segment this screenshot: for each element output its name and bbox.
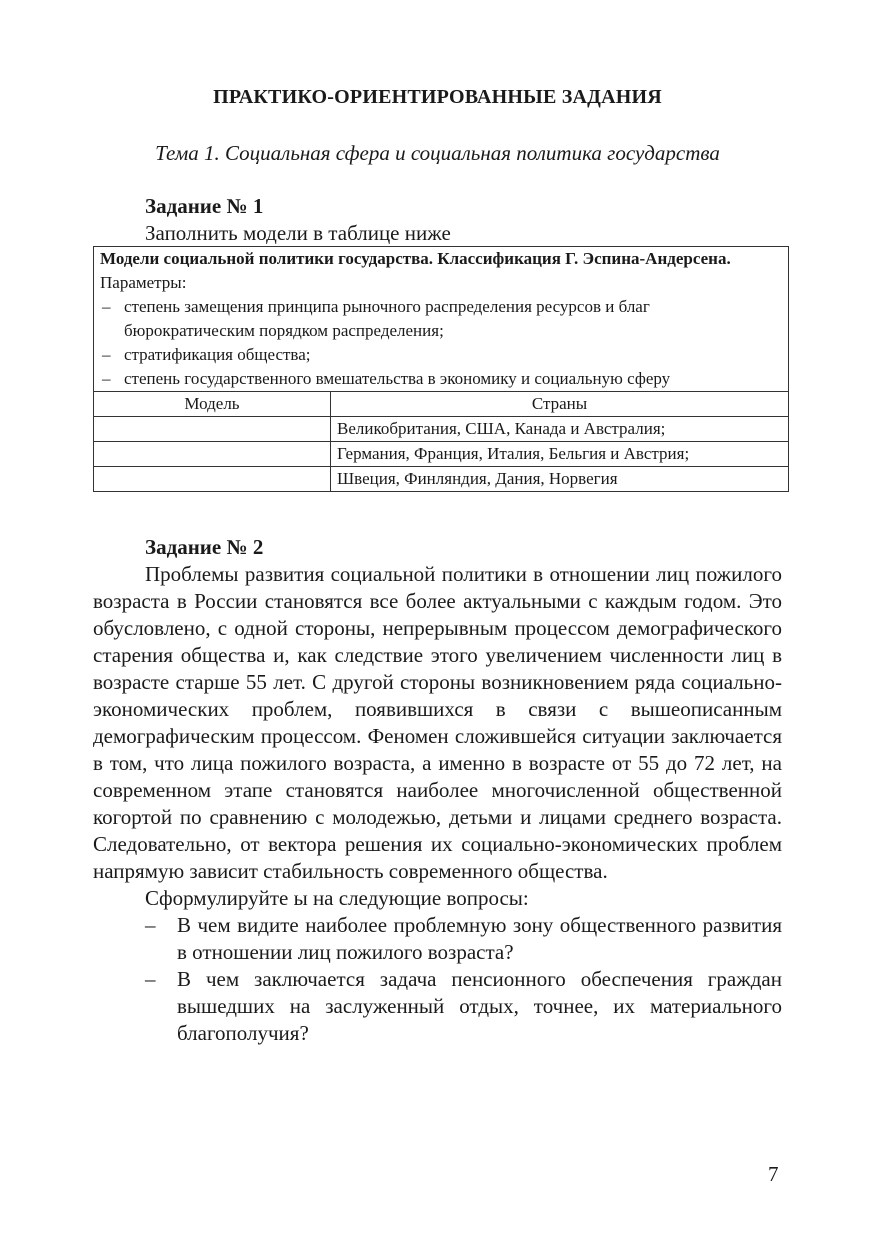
task2-title: Задание № 2 <box>145 535 264 559</box>
section-heading: ПРАКТИКО-ОРИЕНТИРОВАННЫЕ ЗАДАНИЯ <box>213 86 662 108</box>
table-row <box>94 442 789 467</box>
model-cell <box>94 442 331 467</box>
column-header-countries: Страны <box>331 392 789 417</box>
model-cell <box>94 467 331 492</box>
table-row <box>94 467 789 492</box>
model-cell <box>94 417 331 442</box>
params-list <box>100 295 782 391</box>
question-item: – В чем заключается задача пенсионного обеспечения граждан вышедших на заслуженный отдых, точнее, их материального благополучия? <box>93 966 782 1047</box>
param-item: – стратификация общества; <box>100 343 782 367</box>
params-heading <box>100 247 782 295</box>
question-item: – В чем видите наиболее проблемную зону общественного развития в отношении лиц пожилого возраста? <box>93 912 782 966</box>
params-cell <box>94 247 789 392</box>
task2-prompt: Сформулируйте ы на следующие вопросы: <box>145 886 529 910</box>
task2-paragraph: Проблемы развития социальной политики в отношении лиц пожилого возраста в России становятся все более актуальными с каждым годом. Это обусловлено, с одной стороны, непрерывным процессом демографического старения общества и, как следствие этого увеличением численности лиц в возрасте старше 55 лет. С другой стороны возникновением ряда социально-экономических проблем, появившихся в связи с вышеописанным демографическим процессом. Феномен сложившейся ситуации заключается в том, что лица пожилого возраста, а именно в возрасте от 55 до 72 лет, на современном этапе становятся наиболее многочисленной общественной когортой по сравнению с молодежью, детьми и лицами среднего возраста. Следовательно, от вектора решения их социально-экономических проблем напрямую зависит стабильность современного общества. <box>93 562 782 883</box>
params-heading-bold: Модели социальной политики государства. Классификация Г. Эспина-Андерсена. <box>100 249 731 268</box>
countries-cell: Германия, Франция, Италия, Бельгия и Австрия; <box>331 442 789 467</box>
table-column-header-row <box>94 392 789 417</box>
param-item: – степень государственного вмешательства в экономику и социальную сферу <box>100 367 782 391</box>
table-header-row <box>94 247 789 392</box>
theme-title: Тема 1. Социальная сфера и социальная политика государства <box>155 141 720 165</box>
column-header-model: Модель <box>94 392 331 417</box>
countries-cell: Великобритания, США, Канада и Австралия; <box>331 417 789 442</box>
models-table <box>93 246 789 492</box>
param-item: – степень замещения принципа рыночного распределения ресурсов и благ бюрократическим порядком распределения; <box>100 295 782 343</box>
params-heading-rest: Параметры: <box>100 273 187 292</box>
question-list <box>93 912 782 1047</box>
table-row <box>94 417 789 442</box>
task1-title: Задание № 1 <box>145 194 264 218</box>
page-number: 7 <box>768 1162 779 1186</box>
task2-body <box>93 561 782 1047</box>
task1-instruction: Заполнить модели в таблице ниже <box>145 221 451 245</box>
countries-cell: Швеция, Финляндия, Дания, Норвегия <box>331 467 789 492</box>
